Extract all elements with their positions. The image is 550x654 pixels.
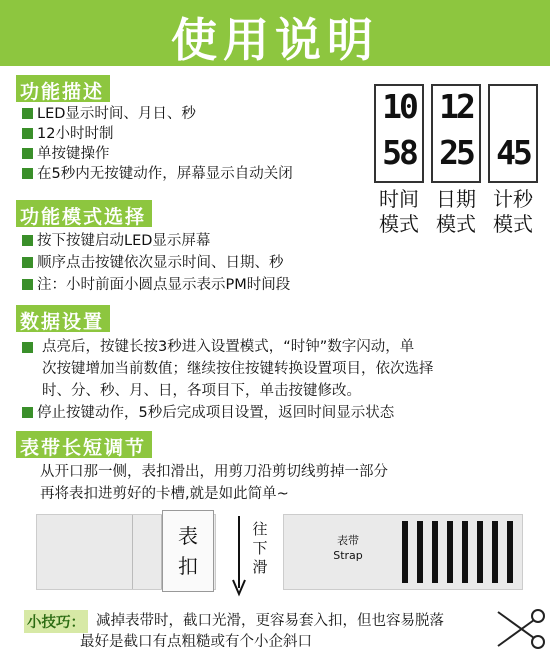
section-heading-strap: 表带长短调节: [16, 431, 152, 458]
strap-instructions: 从开口那一侧，表扣滑出，用剪刀沿剪切线剪掉一部分 再将表扣进剪好的卡槽,就是如此简单~: [40, 464, 388, 502]
list-item: 顺序点击按键依次显示时间、日期、秒: [22, 253, 284, 273]
groove: [432, 521, 438, 583]
strap-right-illustration: [283, 514, 523, 590]
bullet-icon: [22, 168, 33, 179]
settings-paragraph: 点亮后，按键长按3秒进入设置模式，“时钟”数字闪动，单 次按键增加当前数值；继续按住按键转换设置项目，依次选择 时、分、秒、月、日，各项目下，单击按键修改。: [42, 339, 434, 399]
buckle-illustration: 表 扣: [162, 510, 214, 592]
bullet-icon: [22, 279, 33, 290]
groove: [477, 521, 483, 583]
title-banner: [0, 0, 550, 66]
list-item: 12小时时制: [22, 124, 113, 144]
mode-label-seconds: 计秒 模式: [493, 187, 533, 236]
lcd-display-date: [431, 84, 481, 183]
groove: [402, 521, 408, 583]
tip-label: 小技巧：: [24, 610, 88, 633]
bullet-icon: [22, 407, 33, 418]
mode-label-date: 日期 模式: [436, 187, 476, 236]
strap-label: 表带 Strap: [333, 534, 363, 562]
scissors-icon: [494, 606, 546, 652]
list-item: LED显示时间、月日、秒: [22, 104, 196, 124]
section-heading-settings: 数据设置: [16, 305, 110, 332]
groove: [462, 521, 468, 583]
list-item: 在5秒内无按键动作，屏幕显示自动关闭: [22, 164, 293, 184]
list-item: 停止按键动作，5秒后完成项目设置，返回时间显示状态: [22, 403, 394, 423]
bullet-icon: [22, 108, 33, 119]
bullet-icon: [22, 128, 33, 139]
bullet-icon: [22, 148, 33, 159]
list-item: 单按键操作: [22, 144, 110, 164]
groove: [492, 521, 498, 583]
list-item: 按下按键启动LED显示屏幕: [22, 231, 210, 251]
mode-label-time: 时间 模式: [379, 187, 419, 236]
lcd-bottom-digits: 25: [439, 133, 473, 172]
page-title: 使用说明: [171, 13, 379, 67]
bullet-icon: [22, 257, 33, 268]
tip-text: 减掉表带时，截口光滑，更容易套入扣，但也容易脱落: [96, 613, 444, 629]
groove: [417, 521, 423, 583]
bullet-icon: [22, 235, 33, 246]
lcd-display-time: [374, 84, 424, 183]
section-heading-features: 功能描述: [16, 75, 110, 102]
groove: [447, 521, 453, 583]
section-heading-mode-select: 功能模式选择: [16, 200, 152, 227]
list-item: 注：小时前面小圆点显示表示PM时间段: [22, 275, 290, 295]
lcd-bottom-digits: 45: [496, 133, 530, 172]
lcd-bottom-digits: 58: [382, 133, 416, 172]
slide-down-hint: 往 下 滑: [252, 520, 268, 576]
down-arrow-icon: [232, 516, 246, 598]
strap-band-lines: [132, 515, 162, 589]
tip-text-line2: 最好是截口有点粗糙或有个小企斜口: [80, 634, 312, 650]
groove: [507, 521, 513, 583]
lcd-display-seconds: [488, 84, 538, 183]
lcd-top-digits: 12: [439, 87, 473, 126]
lcd-top-digits: 10: [382, 87, 416, 126]
bullet-icon: [22, 342, 33, 353]
